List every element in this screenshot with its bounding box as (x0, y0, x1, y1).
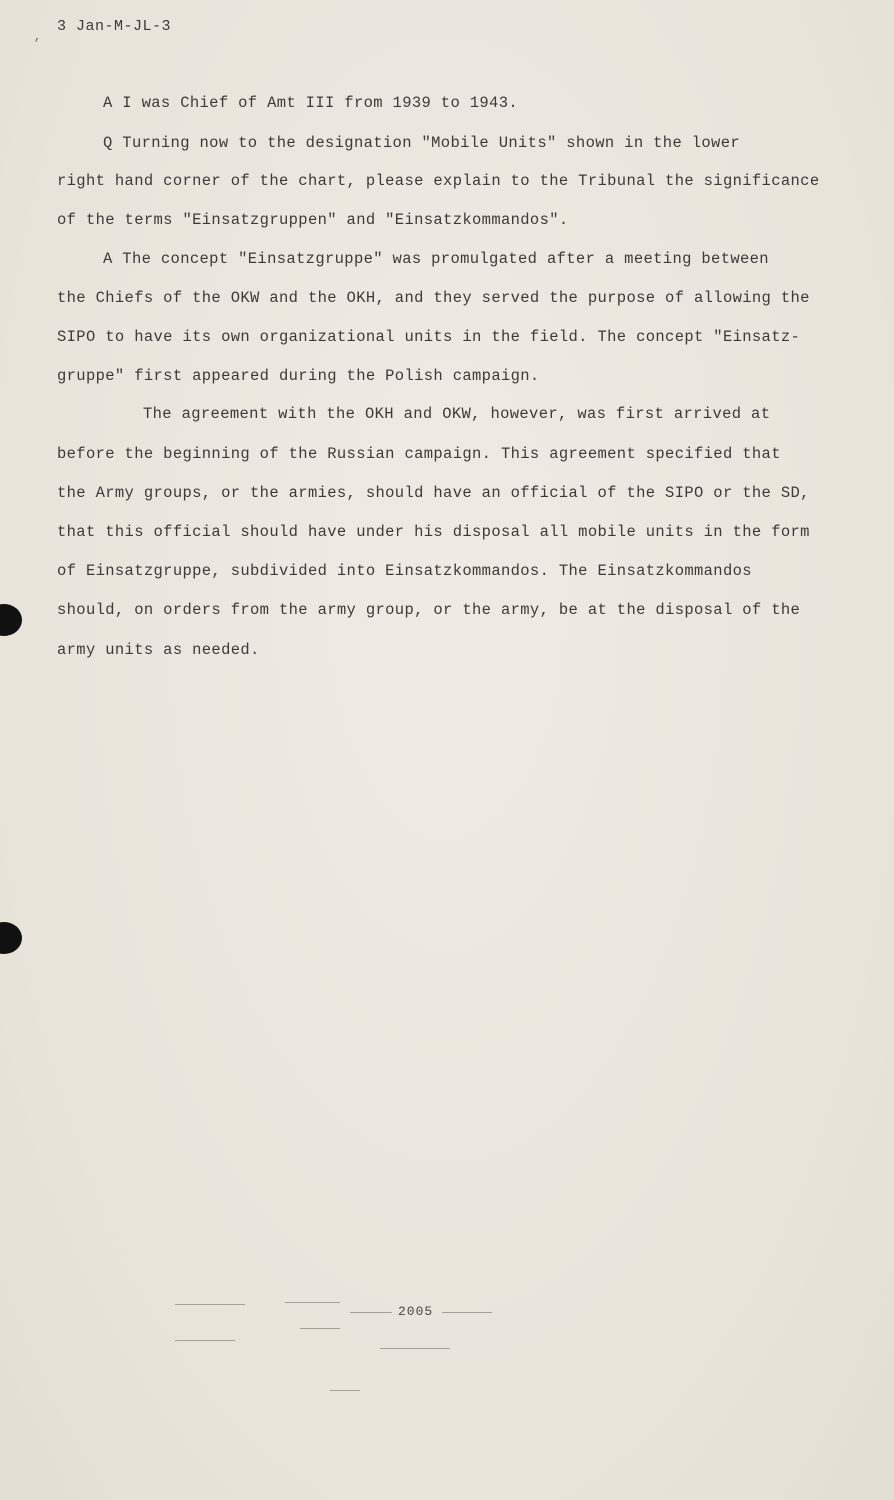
footer-rule (175, 1304, 245, 1305)
page-footer (0, 1300, 894, 1380)
text-line: should, on orders from the army group, or the army, be at the disposal of the (57, 601, 801, 619)
text-line: right hand corner of the chart, please explain to the Tribunal the significance (57, 172, 820, 190)
text-line: The agreement with the OKH and OKW, however, was first arrived at (143, 405, 771, 423)
footer-rule (300, 1328, 340, 1329)
text-line: that this official should have under his disposal all mobile units in the form (57, 523, 810, 541)
document-reference: 3 Jan-M-JL-3 (57, 18, 172, 35)
text-line: army units as needed. (57, 641, 260, 659)
footer-rule (285, 1302, 340, 1303)
footer-rule (175, 1340, 235, 1341)
text-line: the Army groups, or the armies, should have an official of the SIPO or the SD, (57, 484, 810, 502)
footer-rule (380, 1348, 450, 1349)
text-line: Q Turning now to the designation "Mobile Units" shown in the lower (103, 134, 740, 152)
footer-rule (330, 1390, 360, 1391)
text-line: gruppe" first appeared during the Polish campaign. (57, 367, 540, 385)
text-line: before the beginning of the Russian campaign. This agreement specified that (57, 445, 781, 463)
text-line: A I was Chief of Amt III from 1939 to 1943. (103, 94, 519, 112)
text-line: the Chiefs of the OKW and the OKH, and they served the purpose of allowing the (57, 289, 810, 307)
text-line: of Einsatzgruppe, subdivided into Einsatzkommandos. The Einsatzkommandos (57, 562, 752, 580)
page-number: 2005 (398, 1304, 434, 1319)
punch-hole (0, 604, 22, 636)
footer-rule (442, 1312, 492, 1313)
text-line: SIPO to have its own organizational units in the field. The concept "Einsatz- (57, 328, 801, 346)
margin-mark: , (34, 30, 42, 44)
text-line: of the terms "Einsatzgruppen" and "Einsatzkommandos". (57, 211, 569, 229)
footer-rule (350, 1312, 392, 1313)
punch-hole (0, 922, 22, 954)
text-line: A The concept "Einsatzgruppe" was promulgated after a meeting between (103, 250, 769, 268)
